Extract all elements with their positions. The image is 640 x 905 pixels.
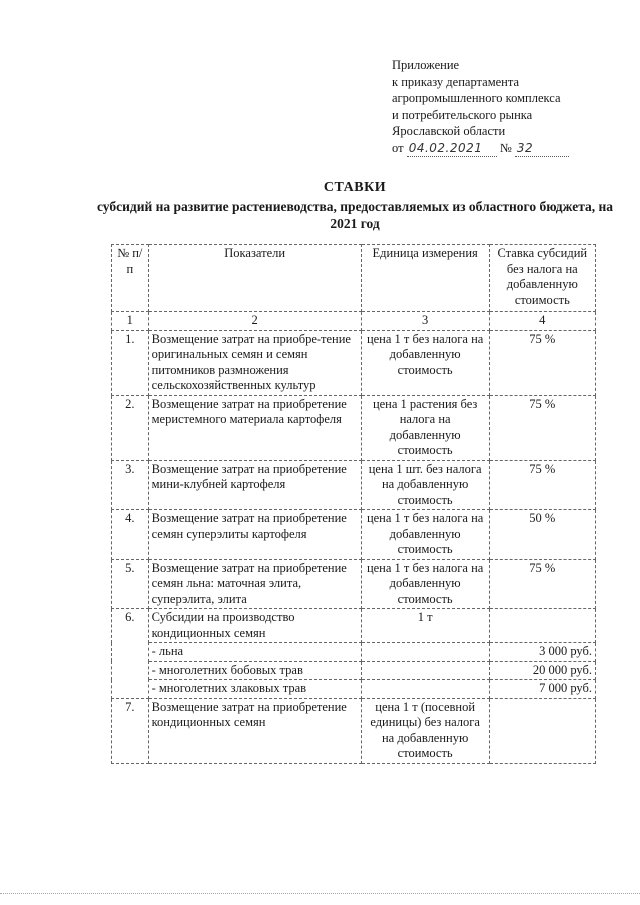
column-number: 3 [361,312,489,331]
header-cell: Единица измерения [361,245,489,312]
document-subtitle: субсидий на развитие растениеводства, предоставляемых из областного бюджета, на 2021 год [96,199,614,231]
appendix-line: и потребительского рынка [392,107,533,122]
page-bottom-edge [0,893,640,894]
table-row: - льна 3 000 руб. [112,643,596,662]
column-number: 4 [489,312,595,331]
header-cell: № п/п [112,245,149,312]
order-date: 04.02.2021 [407,140,497,158]
column-number: 1 [112,312,149,331]
column-number-row [112,312,596,331]
header-cell: Показатели [148,245,361,312]
table-row: 3. Возмещение затрат на приобретение мини-клубней картофеля цена 1 шт. без налога на добавленную стоимость 75 % [112,460,596,510]
table-row: 4. Возмещение затрат на приобретение семян суперэлиты картофеля цена 1 т без налога на добавленную стоимость 50 % [112,510,596,560]
document-title: СТАВКИ [323,180,387,195]
table-row: 6. Субсидии на производство кондиционных семян 1 т [112,609,596,643]
appendix-line: Ярославской области [392,124,506,138]
table-row: 5. Возмещение затрат на приобретение семян льна: маточная элита, суперэлита, элита цена 1 т без налога на добавленную стоимость 75 % [112,559,596,609]
column-number: 2 [148,312,361,331]
order-number: 32 [515,140,569,158]
table-row: 7. Возмещение затрат на приобретение кондиционных семян цена 1 т (посевной единицы) без налога на добавленную стоимость [112,698,596,763]
rates-table [111,244,596,764]
appendix-line: агропромышленного комплекса [392,91,561,105]
table-row: - многолетних бобовых трав 20 000 руб. [112,661,596,680]
table-row: 1. Возмещение затрат на приобре-тение оригинальных семян и семян питомников размножения сельскохозяйственных культур цена 1 т без налога на добавленную стоимость 75 % [112,330,596,395]
appendix-line: к приказу департамента [392,74,520,89]
order-date-number: от 04.02.2021 № 32 [392,140,622,158]
header-cell: Ставка субсидий без налога на добавленную стоимость [489,245,595,312]
table-row: 2. Возмещение затрат на приобретение меристемного материала картофеля цена 1 растения без налога на добавленную стоимость 75 % [112,395,596,460]
table-row: - многолетних злаковых трав 7 000 руб. [112,680,596,699]
appendix-block [392,57,622,157]
appendix-line: Приложение [392,58,460,72]
table-header-row [112,245,596,312]
